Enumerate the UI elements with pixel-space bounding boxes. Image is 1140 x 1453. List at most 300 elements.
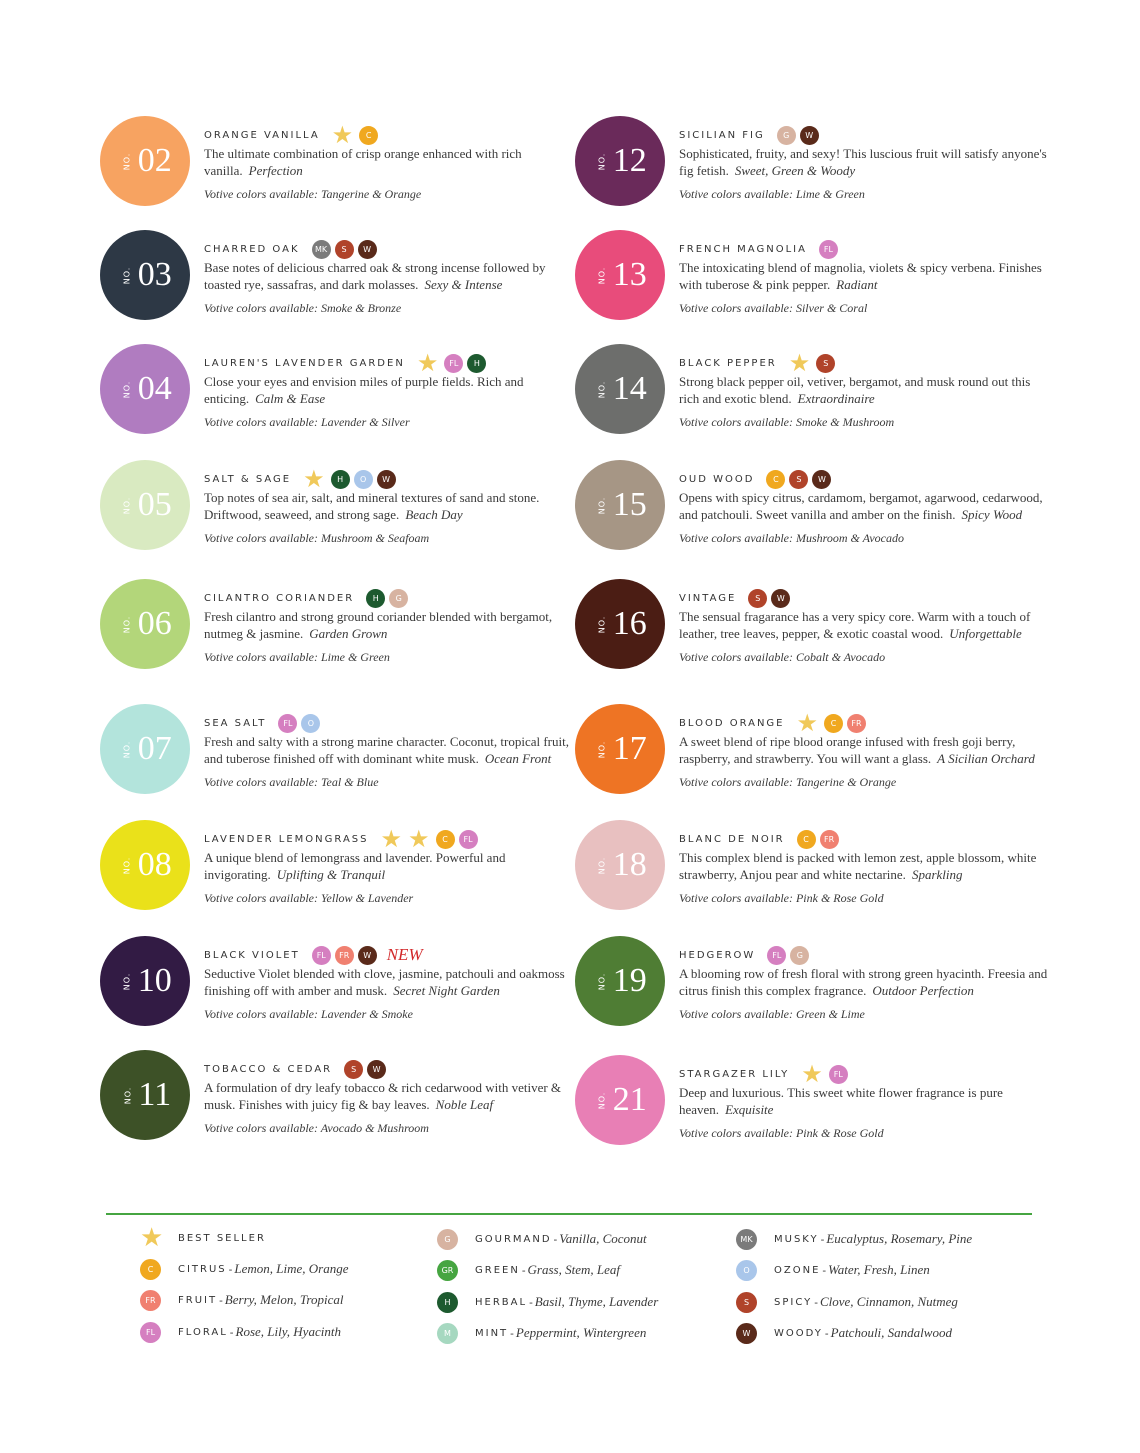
fragrance-tagline: Perfection [248,162,303,178]
description-text: A sweet blend of ripe blood orange infused with fresh goji berry, raspberry, and strawberry. You will want a glass. [679,734,1016,766]
number-prefix: NO. [597,740,607,758]
legend-category-name: MUSKY [774,1233,819,1245]
fragrance-number-circle [575,936,665,1026]
fragrance-content [204,1058,574,1136]
fragrance-number-circle [575,704,665,794]
description-text: The sensual fragarance has a very spicy core. Warm with a touch of leather, tree leaves, pepper, & exotic coastal wood. [679,609,1031,641]
fragrance-description [204,734,574,767]
fragrance-number: 15 [612,486,647,523]
fragrance-description [204,850,574,883]
legend-category-name: FRUIT [178,1294,218,1306]
fragrance-content [204,587,574,665]
number-prefix: NO. [597,856,607,874]
name-row [679,349,1049,377]
legend-examples: Eucalyptus, Rosemary, Pine [826,1231,973,1246]
fragrance-name: SICILIAN FIG [679,129,765,141]
legend-item [736,1227,972,1251]
legend-item [140,1288,343,1312]
fragrance-number-circle [100,230,190,320]
fragrance-number-circle [575,344,665,434]
votive-colors: Votive colors available: Lavender & Silver [204,415,410,429]
votive-colors: Votive colors available: Lime & Green [679,187,865,201]
name-row [204,349,574,377]
number-prefix: NO. [597,152,607,170]
fragrance-description [679,850,1049,883]
legend-separator: - [529,1295,533,1309]
scent-badges [766,470,831,489]
legend-category-name: CITRUS [178,1263,227,1275]
legend-separator: - [229,1325,234,1339]
fragrance-number-circle [100,344,190,434]
scent-badge-icon: W [358,240,377,259]
legend-separator: - [228,1262,233,1276]
scent-badge-icon: C [824,714,843,733]
legend-category-name: OZONE [774,1264,821,1276]
votive-colors: Votive colors available: Tangerine & Orange [204,187,422,201]
votive-colors: Votive colors available: Avocado & Mushroom [204,1121,429,1135]
fragrance-name: HEDGEROW [679,949,756,961]
fragrance-content [204,349,574,430]
legend-category-name: BEST SELLER [178,1232,266,1244]
fragrance-content [679,944,1049,1022]
scent-badges [312,240,377,259]
scent-badge-icon: S [344,1060,363,1079]
legend-category-name: SPICY [774,1296,813,1308]
scent-badge-icon: GR [437,1260,458,1281]
fragrance-tagline: Unforgettable [949,625,1022,641]
number-prefix: NO. [122,152,132,170]
fragrance-tagline: Radiant [836,276,878,292]
name-row [679,238,1049,260]
fragrance-content [679,1060,1049,1141]
scent-badges [303,467,396,491]
scent-badge-icon: G [777,126,796,145]
fragrance-number: 11 [138,1076,172,1113]
legend-item [437,1258,620,1282]
fragrance-description [204,260,574,293]
scent-badge-icon: W [736,1323,757,1344]
best-seller-star-icon: ★ [796,709,819,737]
legend-examples: Berry, Melon, Tropical [224,1292,344,1307]
fragrance-number: 07 [137,730,172,767]
legend-item [736,1290,958,1314]
fragrance-name: STARGAZER LILY [679,1068,790,1080]
description-text: Sophisticated, fruity, and sexy! This luscious fruit will satisfy anyone's fig fetish. [679,146,1047,178]
scent-badges [819,240,838,259]
fragrance-description [204,146,574,179]
legend-examples: Peppermint, Wintergreen [515,1325,647,1340]
best-seller-star-icon: ★ [788,349,811,377]
scent-badge-icon: FL [829,1065,848,1084]
fragrance-item [100,820,580,930]
legend-examples: Patchouli, Sandalwood [830,1325,952,1340]
fragrance-name: BLOOD ORANGE [679,717,785,729]
fragrance-item [100,704,580,814]
scent-badge-icon: FL [819,240,838,259]
scent-badges [789,351,836,375]
description-text: Opens with spicy citrus, cardamom, bergamot, agarwood, cedarwood, and patchouli. Sweet vanilla and amber on the finish. [679,490,1043,522]
description-text: Close your eyes and envision miles of purple fields. Rich and enticing. [204,374,524,406]
fragrance-tagline: Ocean Front [484,750,552,766]
fragrance-tagline: Secret Night Garden [393,982,500,998]
fragrance-content [679,709,1049,790]
scent-badge-icon: FL [140,1322,161,1343]
legend-item [736,1321,952,1345]
best-seller-star-icon: ★ [140,1223,164,1253]
fragrance-description [679,609,1049,642]
number-prefix: NO. [597,380,607,398]
scent-badge-icon: G [389,589,408,608]
description-text: The intoxicating blend of magnolia, violets & spicy verbena. Finishes with tuberose & pink pepper. [679,260,1042,292]
number-prefix: NO. [122,972,132,990]
description-text: A unique blend of lemongrass and lavender. Powerful and invigorating. [204,850,506,882]
scent-badge-icon: O [301,714,320,733]
scent-badge-icon: C [436,830,455,849]
fragrance-content [204,944,574,1022]
scent-badge-icon: W [358,946,377,965]
legend-examples: Lemon, Lime, Orange [234,1261,349,1276]
fragrance-content [679,828,1049,906]
legend-separator: - [553,1232,558,1246]
votive-colors: Votive colors available: Silver & Coral [679,301,868,315]
scent-badge-icon: G [437,1229,458,1250]
votive-colors: Votive colors available: Teal & Blue [204,775,379,789]
fragrance-number-circle [575,1055,665,1145]
fragrance-number-circle [100,1050,190,1140]
fragrance-item [575,579,1055,689]
legend-item [437,1321,646,1345]
fragrance-content [679,468,1049,546]
fragrance-number-circle [575,116,665,206]
fragrance-number: 08 [137,846,172,883]
fragrance-tagline: Sexy & Intense [424,276,503,292]
legend-category-name: FLORAL [178,1326,228,1338]
name-row [679,124,1049,146]
fragrance-name: VINTAGE [679,592,737,604]
fragrance-number-circle [100,704,190,794]
legend-separator: - [510,1326,514,1340]
scent-badge-icon: W [800,126,819,145]
fragrance-number: 06 [137,605,172,642]
votive-colors: Votive colors available: Green & Lime [679,1007,865,1021]
fragrance-tagline: Sparkling [911,866,963,882]
fragrance-item [100,116,580,226]
fragrance-number: 14 [612,370,647,407]
number-prefix: NO. [122,615,132,633]
name-row [679,1060,1049,1088]
scent-badge-icon: FL [444,354,463,373]
legend-category-name: GOURMAND [475,1233,552,1245]
fragrance-name: LAVENDER LEMONGRASS [204,833,369,845]
fragrance-description [204,966,574,999]
scent-badges [417,351,487,375]
fragrance-number-circle [100,116,190,206]
description-text: Base notes of delicious charred oak & strong incense followed by toasted rye, sassafras, and dark molasses. [204,260,546,292]
scent-badges [797,830,839,849]
fragrance-item [575,704,1055,814]
fragrance-number-circle [100,936,190,1026]
name-row [204,1058,574,1080]
fragrance-content [679,238,1049,316]
description-text: The ultimate combination of crisp orange enhanced with rich vanilla. [204,146,522,178]
number-prefix: NO. [123,1086,133,1104]
scent-badge-icon: W [812,470,831,489]
fragrance-number-circle [575,579,665,669]
fragrance-content [679,124,1049,202]
fragrance-item [100,460,580,570]
number-prefix: NO. [122,740,132,758]
legend-separator: - [521,1263,526,1277]
legend-separator: - [820,1232,825,1246]
votive-colors: Votive colors available: Lime & Green [204,650,390,664]
number-prefix: NO. [597,972,607,990]
scent-badge-icon: H [437,1292,458,1313]
fragrance-description [679,260,1049,293]
legend-separator: - [822,1263,827,1277]
name-row [679,944,1049,966]
fragrance-number: 19 [612,962,647,999]
legend-divider [106,1213,1032,1215]
fragrance-name: TOBACCO & CEDAR [204,1063,333,1075]
scent-badge-icon: FL [459,830,478,849]
description-text: A blooming row of fresh floral with strong green hyacinth. Freesia and citrus finish this complex fragrance. [679,966,1048,998]
scent-badge-icon: FR [847,714,866,733]
legend-separator: - [814,1295,818,1309]
number-prefix: NO. [597,266,607,284]
fragrance-number-circle [575,460,665,550]
fragrance-item [575,1055,1055,1165]
fragrance-number: 17 [612,730,647,767]
fragrance-description [679,490,1049,523]
fragrance-number: 05 [137,486,172,523]
fragrance-number: 12 [612,142,647,179]
fragrance-number: 02 [137,142,172,179]
fragrance-item [100,579,580,689]
legend-item [437,1227,647,1251]
fragrance-description [679,966,1049,999]
fragrance-tagline: Extraordinaire [797,390,875,406]
fragrance-item [575,230,1055,340]
number-prefix: NO. [122,266,132,284]
name-row [679,587,1049,609]
scent-badge-icon: FR [335,946,354,965]
scent-badge-icon: C [797,830,816,849]
description-text: Seductive Violet blended with clove, jasmine, patchouli and oakmoss finishing off with amber and musk. [204,966,565,998]
fragrance-number: 04 [137,370,172,407]
fragrance-item [575,460,1055,570]
votive-colors: Votive colors available: Pink & Rose Gold [679,1126,884,1140]
scent-badges [278,714,320,733]
scent-badge-icon: W [367,1060,386,1079]
fragrance-tagline: Garden Grown [309,625,388,641]
name-row [679,828,1049,850]
name-row [204,121,574,149]
fragrance-item [100,344,580,454]
fragrance-number: 13 [612,256,647,293]
fragrance-item [100,1050,580,1160]
name-row [204,465,574,493]
legend-category-name: WOODY [774,1327,823,1339]
legend-item [140,1223,266,1253]
votive-colors: Votive colors available: Tangerine & Orange [679,775,897,789]
scent-badge-icon: S [736,1292,757,1313]
description-text: Deep and luxurious. This sweet white flower fragrance is pure heaven. [679,1085,1003,1117]
scent-badge-icon: FL [767,946,786,965]
fragrance-number-circle [100,579,190,669]
fragrance-content [679,587,1049,665]
fragrance-number: 18 [612,846,647,883]
description-text: A formulation of dry leafy tobacco & rich cedarwood with vetiver & musk. Finishes with juicy fig & bay leaves. [204,1080,562,1112]
votive-colors: Votive colors available: Smoke & Bronze [204,301,402,315]
legend-category-name: HERBAL [475,1296,528,1308]
legend-item [140,1320,341,1344]
legend-category-name: MINT [475,1327,509,1339]
fragrance-description [679,734,1049,767]
scent-badge-icon: FR [820,830,839,849]
legend-examples: Grass, Stem, Leaf [527,1262,620,1277]
fragrance-description [204,609,574,642]
fragrance-number: 03 [137,256,172,293]
scent-badge-icon: H [366,589,385,608]
legend-separator: - [824,1326,829,1340]
best-seller-star-icon: ★ [416,349,439,377]
description-text: This complex blend is packed with lemon zest, apple blossom, white strawberry, Anjou pear and white nectarine. [679,850,1037,882]
new-tag: NEW [386,945,423,964]
name-row [204,944,574,966]
legend-examples: Clove, Cinnamon, Nutmeg [819,1294,958,1309]
fragrance-content [204,712,574,790]
legend-examples: Rose, Lily, Hyacinth [235,1324,341,1339]
fragrance-number-circle [575,820,665,910]
fragrance-description [679,1085,1049,1118]
scent-badges [801,1062,848,1086]
scent-badge-icon: S [748,589,767,608]
scent-badges [777,126,819,145]
fragrance-description [679,146,1049,179]
fragrance-number-circle [575,230,665,320]
number-prefix: NO. [597,496,607,514]
votive-colors: Votive colors available: Smoke & Mushroom [679,415,895,429]
fragrance-number: 16 [612,605,647,642]
fragrance-tagline: Uplifting & Tranquil [276,866,386,882]
scent-badge-icon: S [335,240,354,259]
scent-badge-icon: FR [140,1290,161,1311]
fragrance-content [204,238,574,316]
fragrance-item [575,116,1055,226]
fragrance-item [575,936,1055,1046]
name-row [679,468,1049,490]
fragrance-item [575,820,1055,930]
fragrance-tagline: Exquisite [725,1101,774,1117]
votive-colors: Votive colors available: Lavender & Smoke [204,1007,413,1021]
fragrance-name: CHARRED OAK [204,243,300,255]
scent-badge-icon: H [467,354,486,373]
scent-badge-icon: MK [736,1229,757,1250]
fragrance-number-circle [100,460,190,550]
description-text: Fresh and salty with a strong marine character. Coconut, tropical fruit, and tuberose finished off with dominant white musk. [204,734,569,766]
scent-badge-icon: O [736,1260,757,1281]
fragrance-name: CILANTRO CORIANDER [204,592,355,604]
scent-badges [797,711,867,735]
fragrance-name: BLACK PEPPER [679,357,777,369]
legend-separator: - [219,1293,223,1307]
scent-badge-icon: H [331,470,350,489]
best-seller-star-icon: ★ [380,825,402,853]
votive-colors: Votive colors available: Yellow & Lavender [204,891,414,905]
votive-colors: Votive colors available: Mushroom & Seafoam [204,531,430,545]
scent-badges [332,123,379,147]
scent-badges [380,827,477,851]
fragrance-name: SEA SALT [204,717,267,729]
legend-examples: Vanilla, Coconut [559,1231,647,1246]
fragrance-tagline: A Sicilian Orchard [937,750,1035,766]
fragrance-name: BLANC DE NOIR [679,833,785,845]
fragrance-content [204,825,574,906]
number-prefix: NO. [122,496,132,514]
description-text: Top notes of sea air, salt, and mineral textures of sand and stone. Driftwood, seaweed, and strong sage. [204,490,540,522]
number-prefix: NO. [122,380,132,398]
votive-colors: Votive colors available: Cobalt & Avocado [679,650,886,664]
legend-item [140,1257,348,1281]
fragrance-tagline: Spicy Wood [961,506,1023,522]
fragrance-description [204,374,574,407]
legend-item [736,1258,930,1282]
legend-item [437,1290,658,1314]
fragrance-content [679,349,1049,430]
votive-colors: Votive colors available: Pink & Rose Gold [679,891,884,905]
scent-badge-icon: C [359,126,378,145]
scent-badge-icon: S [789,470,808,489]
fragrance-name: OUD WOOD [679,473,755,485]
name-row [204,825,574,853]
fragrance-description [679,374,1049,407]
fragrance-tagline: Outdoor Perfection [872,982,974,998]
fragrance-number-circle [100,820,190,910]
fragrance-content [204,121,574,202]
legend-examples: Basil, Thyme, Lavender [534,1294,659,1309]
fragrance-name: ORANGE VANILLA [204,129,320,141]
best-seller-star-icon: ★ [408,825,430,853]
scent-badge-icon: W [377,470,396,489]
scent-badge-icon: S [816,354,835,373]
fragrance-tagline: Noble Leaf [435,1096,494,1112]
fragrance-item [100,230,580,340]
scent-badge-icon: FL [312,946,331,965]
fragrance-item [575,344,1055,454]
votive-colors: Votive colors available: Mushroom & Avocado [679,531,904,545]
scent-badge-icon: M [437,1323,458,1344]
scent-badge-icon: C [140,1259,161,1280]
scent-badges [366,589,408,608]
name-row [204,712,574,734]
best-seller-star-icon: ★ [801,1060,823,1088]
description-text: Strong black pepper oil, vetiver, bergamot, and musk round out this rich and exotic blend. [679,374,1031,406]
scent-badges [344,1060,386,1079]
legend-examples: Water, Fresh, Linen [828,1262,930,1277]
fragrance-description [204,1080,574,1113]
number-prefix: NO. [597,1091,607,1109]
scent-badge-icon: G [790,946,809,965]
fragrance-tagline: Calm & Ease [255,390,326,406]
scent-badge-icon: W [771,589,790,608]
scent-badges [748,589,790,608]
best-seller-star-icon: ★ [303,465,325,493]
fragrance-description [204,490,574,523]
scent-badge-icon: MK [312,240,331,259]
name-row [679,709,1049,737]
fragrance-number: 21 [612,1081,647,1118]
number-prefix: NO. [122,856,132,874]
